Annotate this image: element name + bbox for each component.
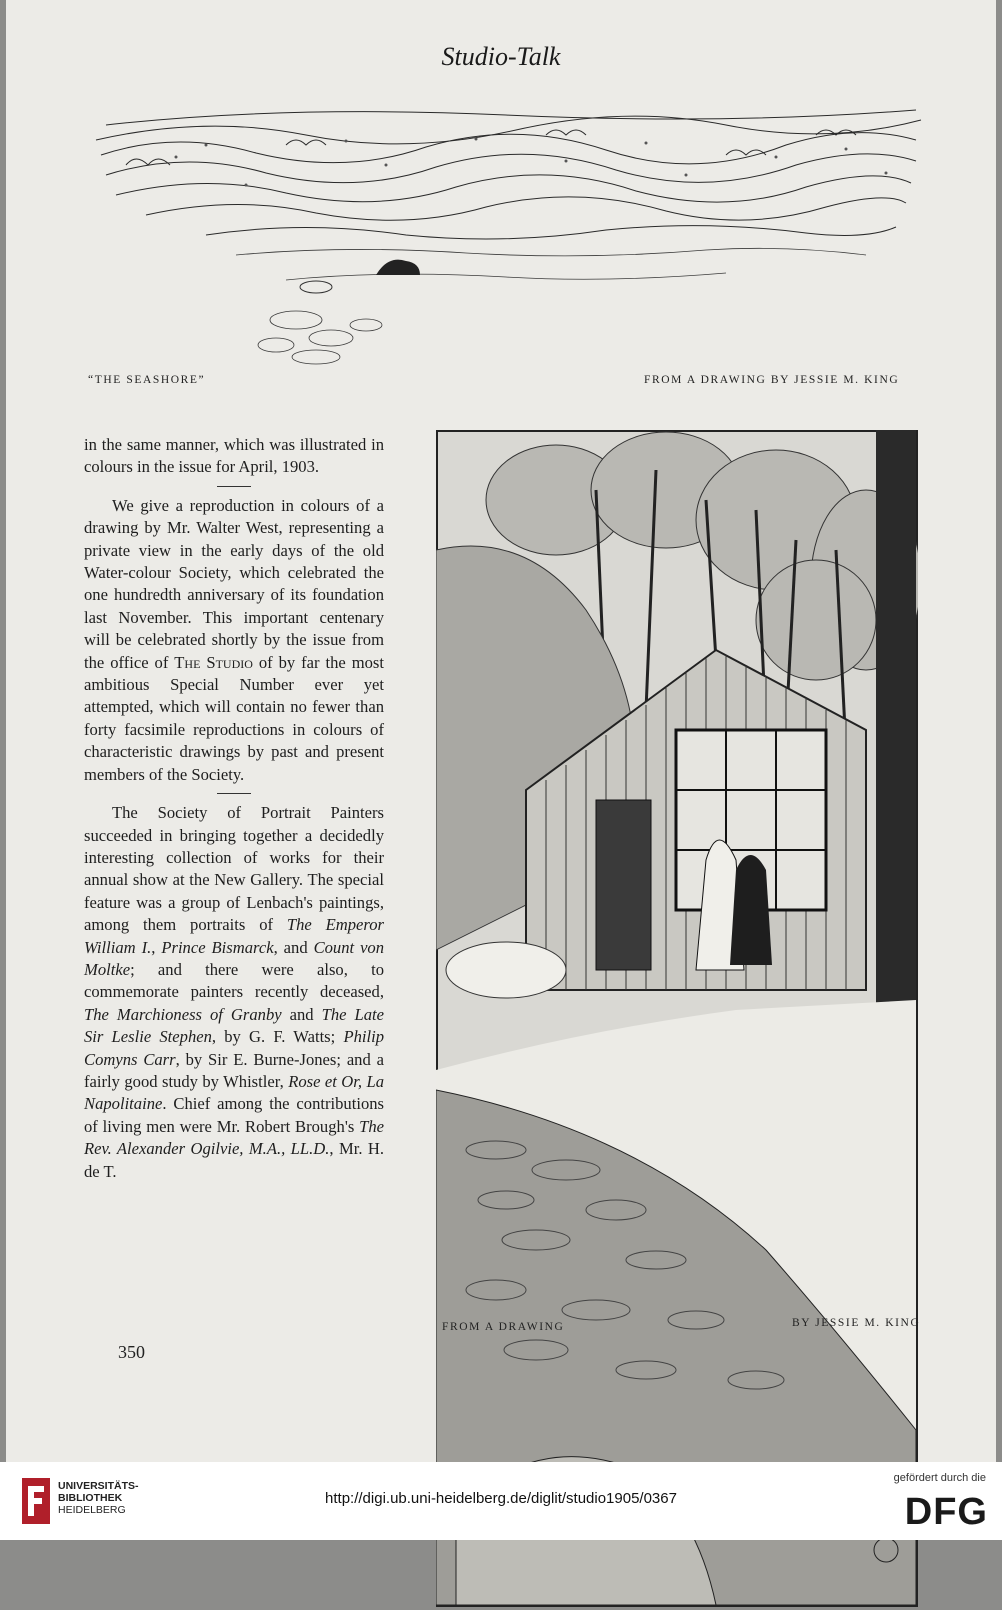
- cabin-illustration: [436, 430, 921, 1610]
- paragraph-2: We give a reproduction in colours of a drawing by Mr. Walter West, representing a private view in the early days of the old Water-colour Society, which celebrated the one hundredth anniversary of its foundation last November. This important centenary will be celebrated shortly by the issue from the office of The Studio of by far the most ambitious Special Number ever yet attempted, which will contain no fewer than forty facsimile reproductions in colours of characteristic drawings by past and present members of the Society.: [84, 495, 384, 784]
- paragraph-1: in the same manner, which was illustrated in colours in the issue for April, 1903.: [84, 435, 384, 477]
- seashore-illustration: [86, 95, 926, 370]
- section-rule: [217, 793, 251, 794]
- running-head: Studio-Talk: [441, 42, 561, 71]
- source-url-link[interactable]: http://digi.ub.uni-heidelberg.de/diglit/studio1905/0367: [325, 1490, 677, 1507]
- seashore-caption-title: “THE SEASHORE”: [88, 374, 206, 386]
- article-column: [84, 434, 384, 1183]
- library-name: UNIVERSITÄTS- BIBLIOTHEK HEIDELBERG: [58, 1480, 139, 1516]
- digital-library-footer: [0, 1462, 1002, 1540]
- cabin-caption-credit: BY JESSIE M. KING: [792, 1317, 921, 1329]
- cabin-caption-left: FROM A DRAWING: [442, 1321, 565, 1333]
- section-rule: [217, 486, 251, 487]
- paragraph-3: The Society of Portrait Painters succeeded in bringing together a decidedly interesting collection of works for their annual show at the New Gallery. The special feature was a group of Lenbach's paintings, among them portraits of The Emperor William I., Prince Bismarck, and Count von Moltke; and there were also, to commemorate painters recently deceased, The Marchioness of Granby and The Late Sir Leslie Stephen, by G. F. Watts; Philip Comyns Carr, by Sir E. Burne-Jones; and a fairly good study by Whistler, Rose et Or, La Napolitaine. Chief among the contributions of living men were Mr. Robert Brough's The Rev. Alexander Ogilvie, M.A., LL.D., Mr. H. de T.: [84, 803, 385, 1181]
- seashore-caption-credit: FROM A DRAWING BY JESSIE M. KING: [644, 374, 900, 386]
- page-number: 350: [118, 1342, 145, 1362]
- dfg-logo: DFG: [904, 1491, 988, 1533]
- book-page: [6, 0, 996, 1462]
- funding-note: gefördert durch die: [893, 1472, 986, 1484]
